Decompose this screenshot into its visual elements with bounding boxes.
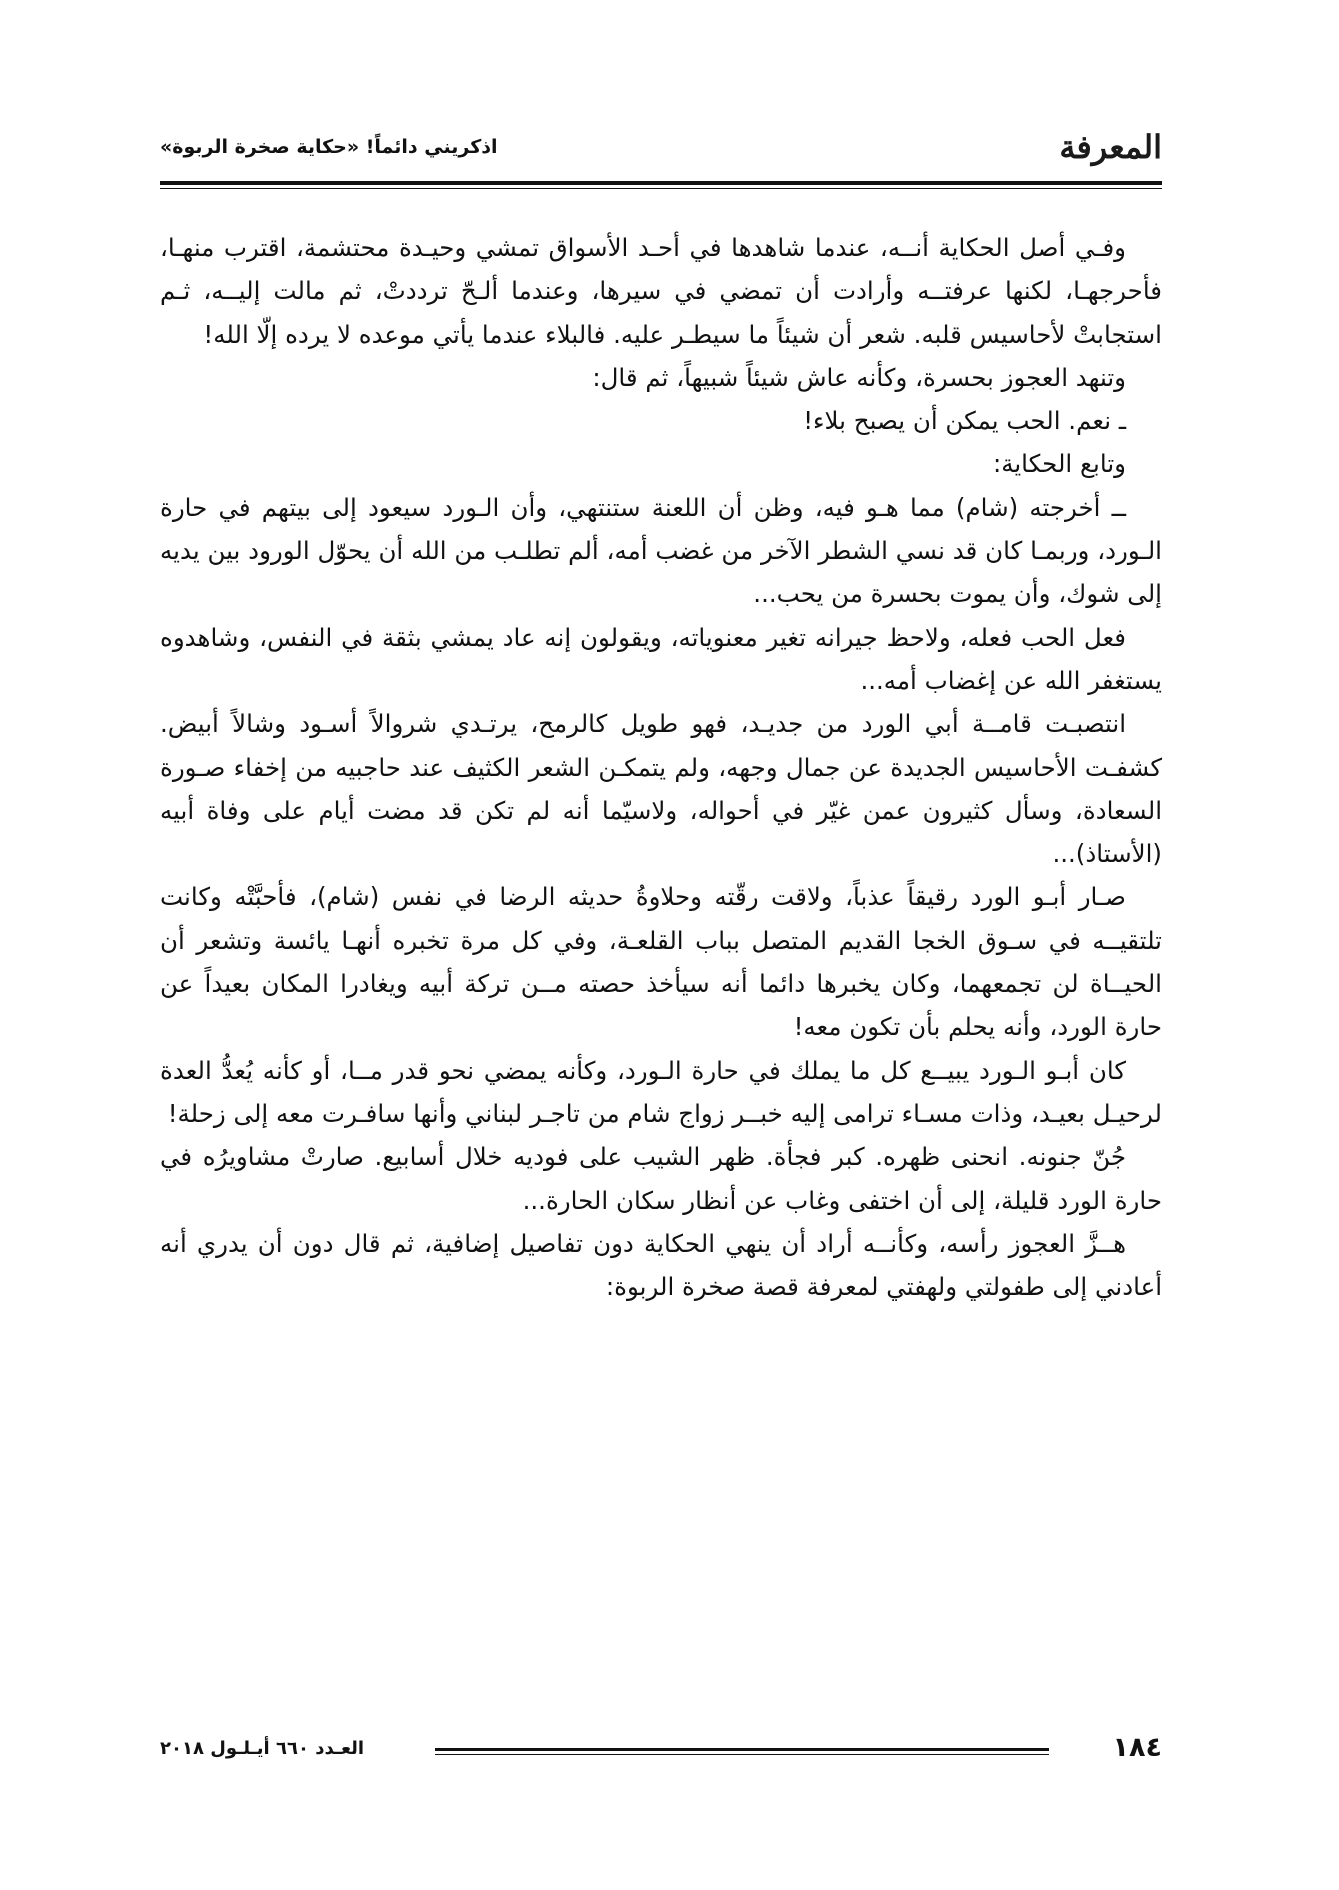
page-footer xyxy=(160,1732,1162,1772)
article-body xyxy=(160,226,1162,1308)
journal-logo: المعرفة xyxy=(1059,128,1162,166)
page-header xyxy=(160,126,1162,170)
paragraph: فعل الحب فعله، ولاحظ جيرانه تغير معنوياته، ويقولون إنه عاد يمشي بثقة في النفس، وشاهدوه يستغفر الله عن إغضاب أمه... xyxy=(160,622,1162,695)
paragraph: جُنّ جنونه. انحنى ظهره. كبر فجأة. ظهر الشيب على فوديه خلال أسابيع. صارتْ مشاويرُه في حارة الورد قليلة، إلى أن اختفى وغاب عن أنظار سكان الحارة... xyxy=(160,1142,1162,1215)
paragraph: ــ أخرجته (شام) مما هـو فيه، وظن أن اللعنة ستنتهي، وأن الـورد سيعود إلى بيتهم في حارة الـورد، وربمـا كان قد نسي الشطر الآخر من غضب أمه، ألم تطلـب من الله أن يحوّل الورود بين يديه إلى شوك، وأن يموت بحسرة من يحب... xyxy=(160,492,1162,609)
page-number: ١٨٤ xyxy=(1112,1732,1162,1763)
paragraph: هــزَّ العجوز رأسه، وكأنــه أراد أن ينهي الحكاية دون تفاصيل إضافية، ثم قال دون أن يدري أنه أعادني إلى طفولتي ولهفتي لمعرفة قصة صخرة الربوة: xyxy=(160,1228,1162,1302)
footer-rule-thin xyxy=(435,1754,1049,1755)
paragraph: وفـي أصل الحكاية أنــه، عندما شاهدها في أحـد الأسواق تمشي وحيـدة محتشمة، اقترب منهـا، فأحرجهـا، لكنها عرفتــه وأرادت أن تمضي في سيرها، وعندما ألـحّ ترددتْ، ثم مالت إليــه، ثـم استجابتْ لأحاسيس قلبه. شعر أن شيئاً ما سيطـر عليه. فالبلاء عندما يأتي موعده لا يرده إلّا الله! xyxy=(160,233,1162,349)
paragraph: صـار أبـو الورد رقيقاً عذباً، ولاقت رقّته وحلاوةُ حديثه الرضا في نفس (شام)، فأحبَّتْه وكانت تلتقيــه في سـوق الخجا القديم المتصل بباب القلعـة، وفي كل مرة تخبره أنهـا يائسة وتشعر أن الحيــاة لن تجمعهما، وكان يخبرها دائما أنه سيأخذ حصته مــن تركة أبيه ويغادرا المكان بعيداً عن حارة الورد، وأنه يحلم بأن تكون معه! xyxy=(160,882,1162,1042)
paragraph: وتنهد العجوز بحسرة، وكأنه عاش شيئاً شبيهاً، ثم قال: xyxy=(592,362,1126,392)
paragraph: انتصبـت قامــة أبي الورد من جديـد، فهو طويل كالرمح، يرتـدي شروالاً أسـود وشالاً أبيض. كشفـت الأحاسيس الجديدة عن جمال وجهه، ولم يتمكـن الشعر الكثيف عند حاجبيه من إخفاء صـورة السعادة، وسأل كثيرون عمن غيّر في أحواله، ولاسيّما أنه لم تكن قد مضت أيام على وفاة أبيه (الأستاذ)... xyxy=(160,709,1162,869)
running-title: اذكريني دائماً! «حكاية صخرة الربوة» xyxy=(160,136,498,158)
paragraph: ـ نعم. الحب يمكن أن يصبح بلاء! xyxy=(803,406,1126,436)
paragraph: وتابع الحكاية: xyxy=(992,449,1126,479)
paragraph: كان أبـو الـورد يبيــع كل ما يملك في حارة الـورد، وكأنه يمضي نحو قدر مــا، أو كأنه يُعدُّ العدة لرحيـل بعيـد، وذات مسـاء ترامى إليه خبــر زواج شام من تاجـر لبناني وأنها سافـرت معه إلى زحلة! xyxy=(160,1055,1162,1128)
header-rule-thin xyxy=(160,188,1162,189)
header-rule-thick xyxy=(160,181,1162,185)
footer-rule-thick xyxy=(435,1748,1049,1751)
issue-info: العـدد ٦٦٠ أيـلـول ٢٠١٨ xyxy=(160,1738,365,1759)
